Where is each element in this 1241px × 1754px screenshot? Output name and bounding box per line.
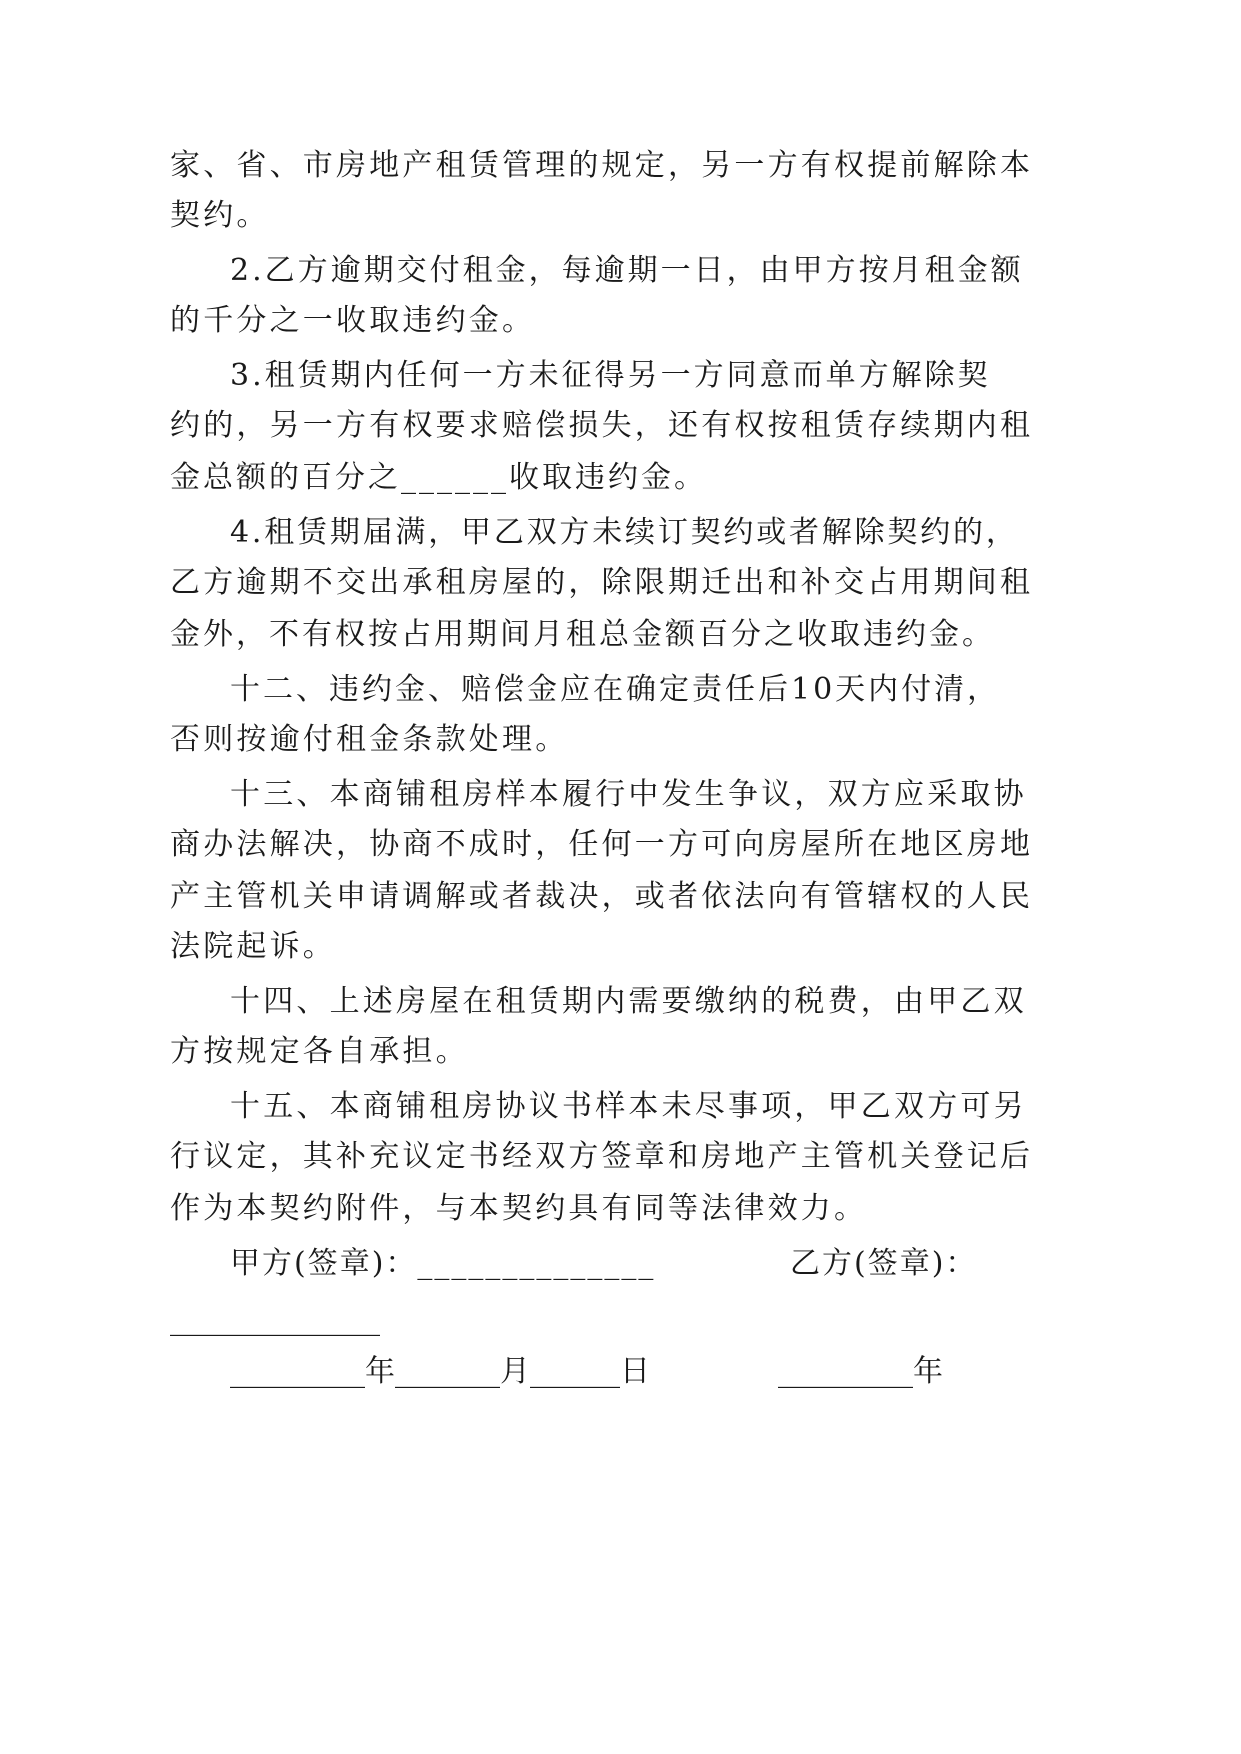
paragraph-line xyxy=(0,670,1241,710)
party-a-signature: 甲方(签章)：______________ xyxy=(230,1246,656,1281)
paragraph-line xyxy=(0,301,1241,341)
paragraph-line xyxy=(0,615,1241,655)
line-text: 约的，另一方有权要求赔偿损失，还有权按租赁存续期内租 xyxy=(170,408,1034,443)
paragraph-line xyxy=(0,563,1241,603)
paragraph-line xyxy=(0,406,1241,446)
line-text: 十三、本商铺租房样本履行中发生争议，双方应采取协 xyxy=(230,777,1027,812)
paragraph-line xyxy=(0,251,1241,291)
line-text: 否则按逾付租金条款处理。 xyxy=(170,722,569,757)
line-text: 产主管机关申请调解或者裁决，或者依法向有管辖权的人民 xyxy=(170,879,1034,914)
paragraph-line xyxy=(0,1189,1241,1229)
paragraph-line xyxy=(0,720,1241,760)
line-text: 商办法解决，协商不成时，任何一方可向房屋所在地区房地 xyxy=(170,827,1034,862)
paragraph-line xyxy=(0,775,1241,815)
line-text: 法院起诉。 xyxy=(170,929,336,964)
line-text: 契约。 xyxy=(170,198,270,233)
paragraph-line xyxy=(0,1032,1241,1072)
paragraph-line xyxy=(0,146,1241,186)
signature-blank: ______________ xyxy=(170,1302,380,1337)
line-text: 十五、本商铺租房协议书样本未尽事项，甲乙双方可另 xyxy=(230,1089,1027,1124)
line-text: 3.租赁期内任何一方未征得另一方同意而单方解除契 xyxy=(230,358,991,393)
paragraph-line xyxy=(0,927,1241,967)
line-text: 十四、上述房屋在租赁期内需要缴纳的税费，由甲乙双 xyxy=(230,984,1027,1019)
line-text: 的千分之一收取违约金。 xyxy=(170,303,536,338)
paragraph-line xyxy=(0,513,1241,553)
line-text: 金外，不有权按占用期间月租总金额百分之收取违约金。 xyxy=(170,617,995,652)
signature-blank-line xyxy=(0,1300,1241,1340)
paragraph-line xyxy=(0,825,1241,865)
line-text: 作为本契约附件，与本契约具有同等法律效力。 xyxy=(170,1191,868,1226)
line-text: 乙方逾期不交出承租房屋的，除限期迁出和补交占用期间租 xyxy=(170,565,1034,600)
paragraph-line xyxy=(0,196,1241,236)
party-a-date: _________年_______月______日 xyxy=(230,1354,650,1389)
paragraph-line xyxy=(0,982,1241,1022)
paragraph-line xyxy=(0,1087,1241,1127)
line-text: 4.租赁期届满，甲乙双方未续订契约或者解除契约的， xyxy=(230,515,1019,550)
paragraph-line xyxy=(0,1137,1241,1177)
line-text: 十二、违约金、赔偿金应在确定责任后10天内付清， xyxy=(230,672,1001,707)
signature-line xyxy=(0,1244,1241,1284)
paragraph-line xyxy=(0,356,1241,396)
line-text: 方按规定各自承担。 xyxy=(170,1034,469,1069)
date-line xyxy=(0,1352,1241,1392)
paragraph-line xyxy=(0,877,1241,917)
line-text: 2.乙方逾期交付租金，每逾期一日，由甲方按月租金额 xyxy=(230,253,1024,288)
party-b-signature: 乙方(签章)： xyxy=(790,1246,978,1281)
party-b-date: _________年 xyxy=(778,1354,943,1389)
line-text: 行议定，其补充议定书经双方签章和房地产主管机关登记后 xyxy=(170,1139,1034,1174)
paragraph-line xyxy=(0,458,1241,498)
line-text: 金总额的百分之______收取违约金。 xyxy=(170,460,707,495)
line-text: 家、省、市房地产租赁管理的规定，另一方有权提前解除本 xyxy=(170,148,1034,183)
